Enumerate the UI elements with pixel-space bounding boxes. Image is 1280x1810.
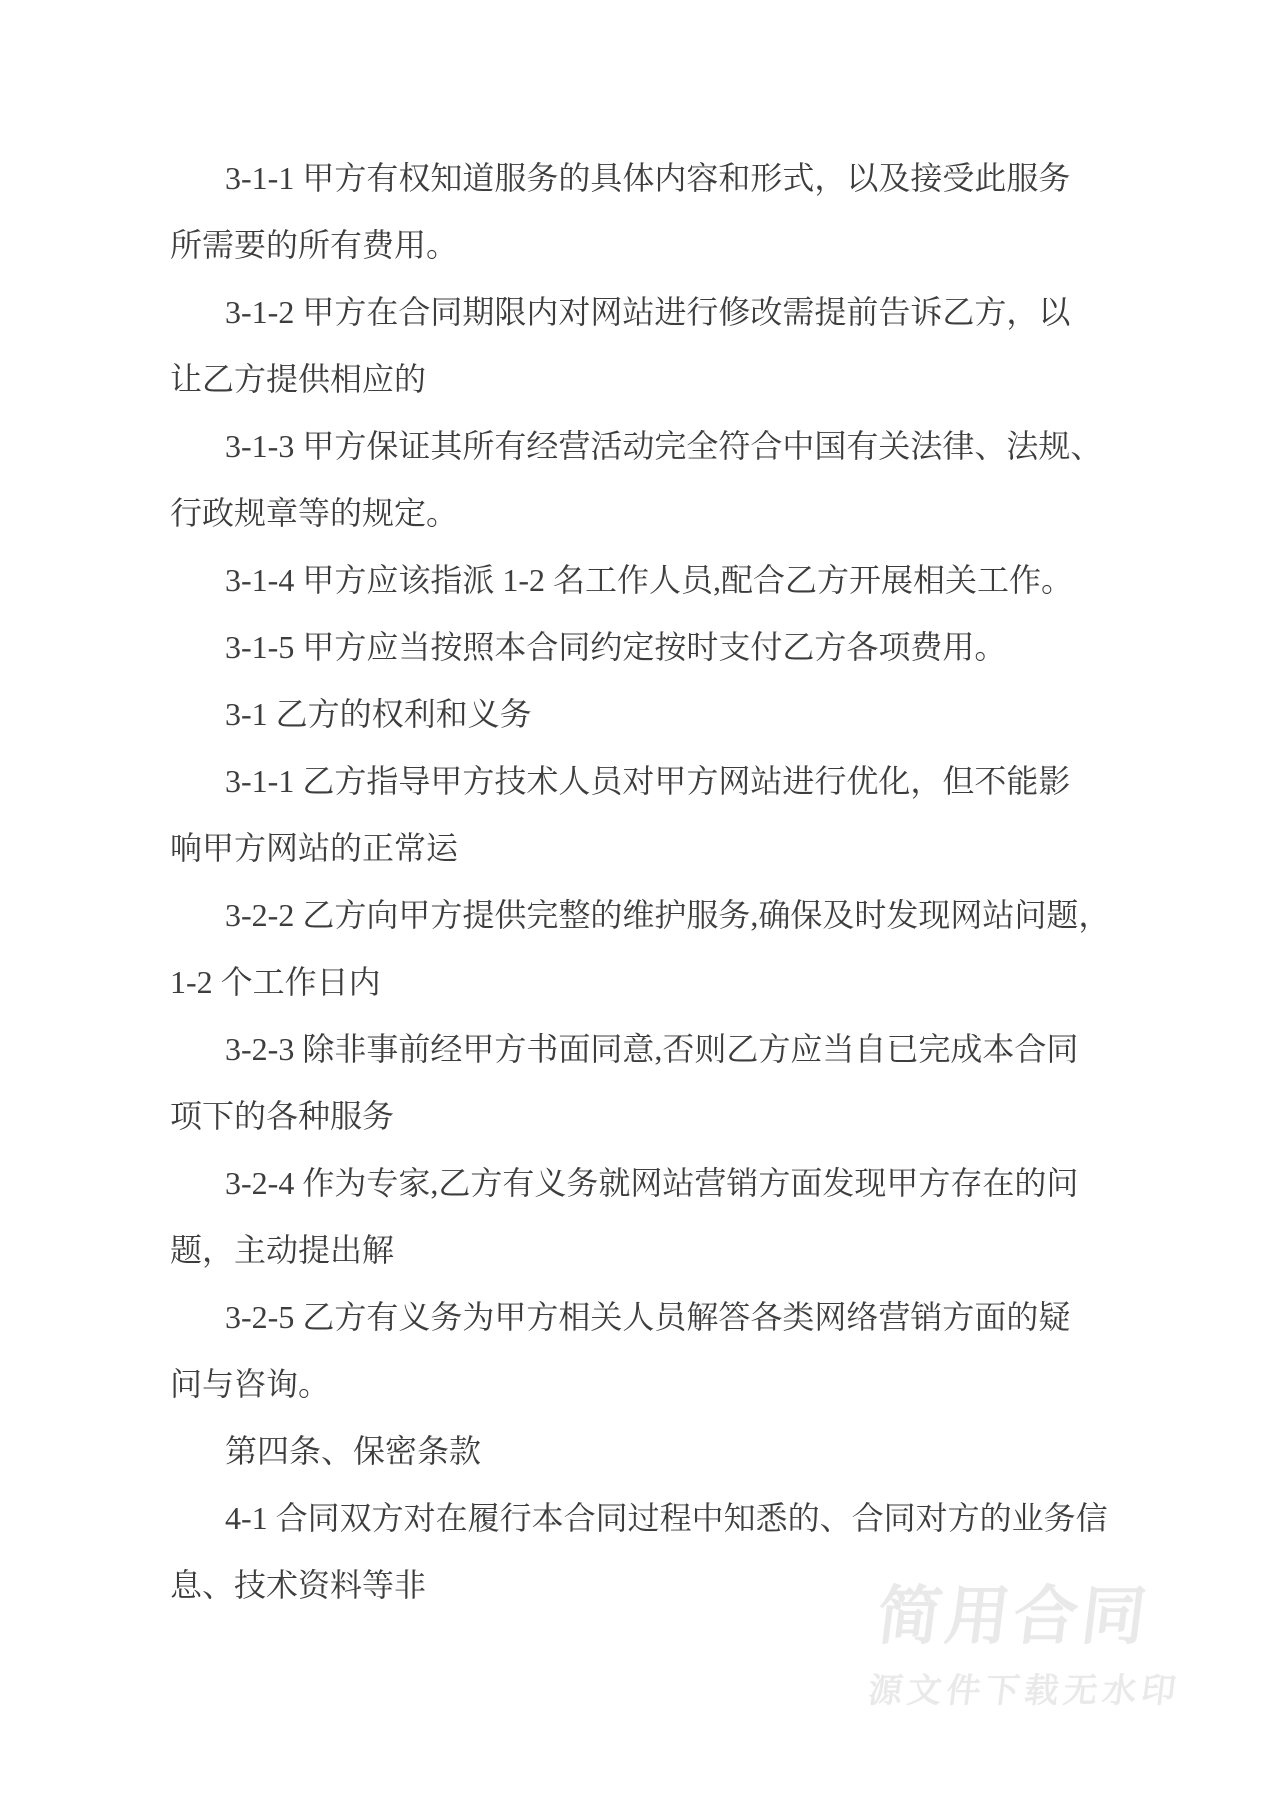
contract-line: 题，主动提出解 bbox=[170, 1232, 395, 1268]
contract-line: 响甲方网站的正常运 bbox=[170, 830, 459, 866]
contract-line: 息、技术资料等非 bbox=[170, 1567, 427, 1603]
contract-line: 3-1-4 甲方应该指派 1-2 名工作人员,配合乙方开展相关工作。 bbox=[225, 562, 1073, 598]
contract-line: 所需要的所有费用。 bbox=[170, 227, 459, 263]
contract-line: 让乙方提供相应的 bbox=[170, 361, 427, 397]
contract-line: 3-2-3 除非事前经甲方书面同意,否则乙方应当自已完成本合同 bbox=[225, 1031, 1079, 1067]
contract-line: 3-1 乙方的权利和义务 bbox=[225, 696, 532, 732]
paragraph bbox=[170, 547, 1130, 614]
contract-body bbox=[170, 145, 1130, 1619]
paragraph bbox=[170, 614, 1130, 681]
watermark-title: 简用合同 bbox=[873, 1580, 1155, 1652]
contract-line: 3-1-1 乙方指导甲方技术人员对甲方网站进行优化，但不能影 bbox=[225, 763, 1071, 799]
contract-line: 问与咨询。 bbox=[170, 1366, 331, 1402]
paragraph bbox=[170, 1284, 1130, 1418]
paragraph bbox=[170, 413, 1130, 547]
contract-line: 3-1-5 甲方应当按照本合同约定按时支付乙方各项费用。 bbox=[225, 629, 1007, 665]
paragraph bbox=[170, 145, 1130, 279]
paragraph bbox=[170, 1418, 1130, 1485]
contract-line: 1-2 个工作日内 bbox=[170, 964, 381, 1000]
contract-line: 3-2-4 作为专家,乙方有义务就网站营销方面发现甲方存在的问 bbox=[225, 1165, 1079, 1201]
paragraph bbox=[170, 279, 1130, 413]
watermark-subtitle: 源文件下载无水印 bbox=[866, 1672, 1183, 1710]
contract-line: 3-2-5 乙方有义务为甲方相关人员解答各类网络营销方面的疑 bbox=[225, 1299, 1071, 1335]
paragraph bbox=[170, 882, 1130, 1016]
contract-line: 3-1-3 甲方保证其所有经营活动完全符合中国有关法律、法规、 bbox=[225, 428, 1103, 464]
contract-line: 项下的各种服务 bbox=[170, 1098, 395, 1134]
contract-line: 4-1 合同双方对在履行本合同过程中知悉的、合同对方的业务信 bbox=[225, 1500, 1108, 1536]
paragraph bbox=[170, 748, 1130, 882]
contract-line: 3-1-1 甲方有权知道服务的具体内容和形式，以及接受此服务 bbox=[225, 160, 1071, 196]
paragraph bbox=[170, 681, 1130, 748]
watermark bbox=[866, 1580, 1193, 1710]
paragraph bbox=[170, 1016, 1130, 1150]
paragraph bbox=[170, 1150, 1130, 1284]
contract-line: 行政规章等的规定。 bbox=[170, 495, 459, 531]
contract-line: 3-1-2 甲方在合同期限内对网站进行修改需提前告诉乙方，以 bbox=[225, 294, 1071, 330]
contract-line: 3-2-2 乙方向甲方提供完整的维护服务,确保及时发现网站问题， bbox=[225, 897, 1111, 933]
contract-line: 第四条、保密条款 bbox=[225, 1433, 482, 1469]
